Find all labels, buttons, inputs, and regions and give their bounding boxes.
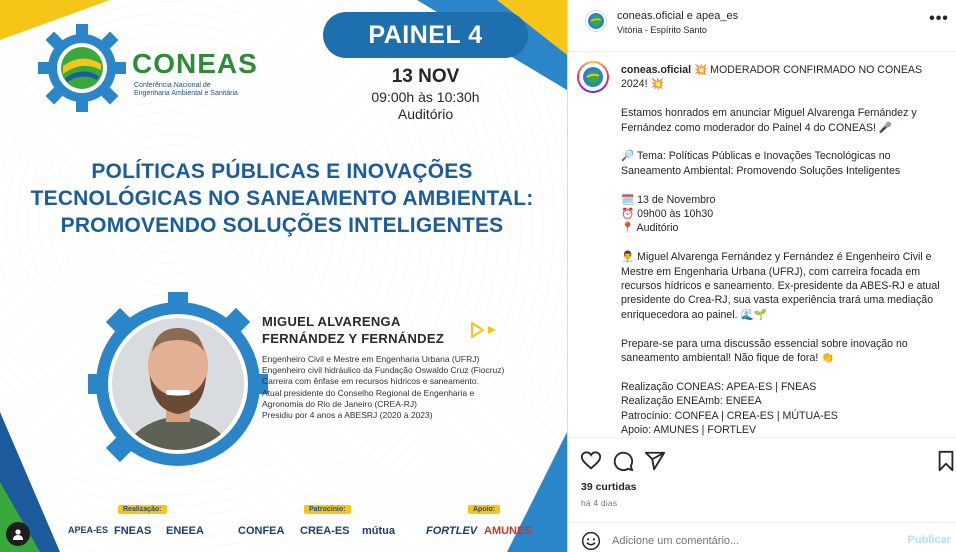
coneas-logo (36, 22, 258, 114)
bio-line: Engenheiro Civil e Mestre em Engenharia Urbana (UFRJ) (262, 354, 480, 364)
caption-line: 🗓️ 13 de Novembro (621, 193, 716, 206)
bio-line: Agronomia do Rio de Janeiro (CREA-RJ) (262, 398, 417, 409)
fortlev-logo: FORTLEV (426, 525, 478, 537)
post-caption (621, 63, 943, 437)
caption-line: 📍 Auditório (621, 222, 679, 235)
comment-icon[interactable] (612, 450, 634, 472)
tagged-users-button[interactable] (6, 522, 30, 546)
bio-line: Presidiu por 4 anos a ABESRJ (2020 à 2023) (262, 410, 433, 421)
speaker-name (262, 313, 444, 347)
poster-title-line: TECNOLÓGICAS NO SANEAMENTO AMBIENTAL: (30, 187, 534, 210)
caption-line: 👨‍💼 Miguel Alvarenga Fernández y Fernández é Engenheiro Civil e Mestre em Engenharia Urbana (UFRJ), com carreira focada em recursos hídricos e saneamento. Ex-presidente da ABES-RJ e atual presidente do Crea-RJ, sua vasta experiência trará uma mediação enriquecedora ao painel. 🌊🌱 (621, 251, 940, 321)
eneea-logo: ENEEA (166, 525, 204, 537)
caption-gap (621, 365, 943, 379)
comment-form (568, 522, 956, 552)
caption-line: Apoio: AMUNES | FORTLEV (621, 424, 757, 437)
caption-line: Prepare-se para uma discussão essencial sobre inovação no saneamento ambiental! Não fique de fora! 👏 (621, 337, 908, 365)
likes-count[interactable]: 39 curtidas (581, 481, 637, 493)
more-options-button[interactable] (929, 10, 949, 30)
speaker-name-line: MIGUEL ALVARENGA (262, 314, 401, 329)
gear-globe-icon (36, 22, 128, 114)
bio-line: Engenheiro civil hidráulico da Fundação Oswaldo Cruz (Fiocruz) (262, 365, 505, 376)
caption-line: Realização ENEAmb: ENEEA (621, 395, 762, 408)
header-location[interactable]: Vitória - Espírito Santo (617, 25, 707, 35)
event-date: 13 NOV (391, 66, 460, 87)
logo-wordmark: CONEAS (132, 48, 258, 79)
caption-gap (621, 92, 943, 106)
speaker-name-line: FERNÁNDEZ Y FERNÁNDEZ (262, 331, 445, 346)
bio-line: Atual presidente do Conselho Regional de Engenharia e (262, 387, 475, 398)
caption-gap (621, 135, 943, 149)
bookmark-icon[interactable] (935, 450, 956, 472)
caption-gap (621, 322, 943, 336)
fneas-logo: FNEAS (114, 525, 152, 537)
caption-gap (621, 178, 943, 192)
caption-line (621, 63, 943, 92)
event-time: 09:00h às 10:30h (371, 89, 480, 105)
post-header (568, 0, 956, 52)
post-sidebar (567, 0, 956, 552)
avatar[interactable] (585, 10, 607, 32)
caption-text: 💥 MODERADOR CONFIRMADO NO CONEAS 2024! 💥 (621, 64, 923, 91)
caption-line: Patrocínio: CONFEA | CREA-ES | MÚTUA-ES (621, 409, 838, 422)
mutua-logo: mútua (362, 525, 395, 537)
event-place: Auditório (397, 106, 454, 122)
crea-logo: CREA-ES (300, 525, 350, 537)
sponsor-label-realizacao: Realização: (118, 505, 167, 514)
caption-line: Realização CONEAS: APEA-ES | FNEAS (621, 380, 817, 393)
comment-input[interactable] (612, 531, 892, 551)
header-username[interactable]: coneas.oficial e apea_es (617, 10, 739, 22)
amunes-logo: AMUNES (484, 525, 532, 537)
heart-icon[interactable] (580, 450, 602, 472)
poster-title (12, 158, 552, 239)
publish-button[interactable]: Publicar (907, 534, 951, 546)
speaker-bio (262, 354, 542, 421)
arrow-accent-icon (470, 322, 498, 338)
sponsor-strip (56, 505, 556, 549)
share-icon[interactable] (644, 450, 666, 472)
avatar[interactable] (577, 61, 609, 93)
bio-line: Carreira com ênfase em recursos hídricos e saneamento. (262, 376, 479, 387)
caption-line: ⏰ 09h00 às 10h30 (621, 208, 714, 221)
panel-badge: PAINEL 4 (323, 12, 528, 58)
speaker-portrait (88, 292, 268, 472)
poster-title-line: PROMOVENDO SOLUÇÕES INTELIGENTES (60, 214, 504, 237)
emoji-icon[interactable] (581, 531, 601, 551)
avatar-inner (579, 63, 607, 91)
more-horizontal-icon: ••• (929, 10, 949, 27)
logo-subtitle: Conferência Nacional de Engenharia Ambiental e Sanitária (134, 82, 238, 97)
poster-title-line: POLÍTICAS PÚBLICAS E INOVAÇÕES (91, 160, 473, 183)
post-timestamp[interactable]: há 4 dias (581, 498, 618, 508)
sponsor-label-apoio: Apoio: (468, 505, 500, 514)
sponsor-label-patrocinio: Patrocínio: (304, 505, 351, 514)
caption-line: 🔎 Tema: Políticas Públicas e Inovações Tecnológicas no Saneamento Ambiental: Promovendo Soluções Inteligentes (621, 150, 901, 177)
coneas-avatar-icon (586, 11, 606, 31)
coneas-avatar-icon (581, 65, 605, 89)
speaker-photo (88, 292, 268, 472)
caption-line: Estamos honrados em anunciar Miguel Alvarenga Fernández y Fernández como moderador do Painel 4 do CONEAS! 🎤 (621, 107, 917, 134)
caption-gap (621, 236, 943, 250)
post-actions (568, 437, 956, 479)
user-icon (12, 528, 24, 540)
apea-logo: APEA-ES (68, 525, 109, 535)
confea-logo: CONFEA (238, 525, 285, 537)
caption-username[interactable]: coneas.oficial (621, 64, 692, 76)
caption-scroll-area[interactable] (568, 53, 956, 437)
